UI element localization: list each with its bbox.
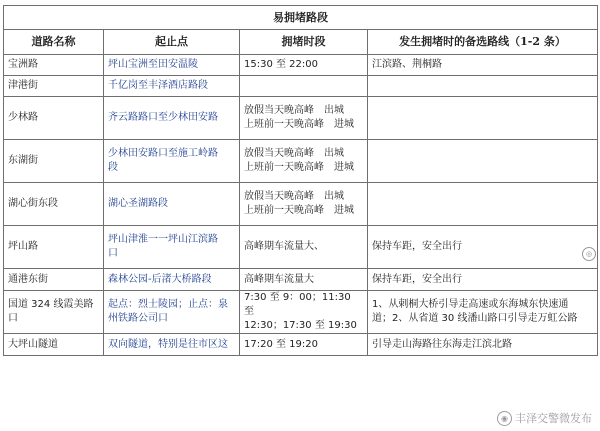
start-end-cell bbox=[104, 97, 240, 140]
time-cell-line: 放假当天晚高峰 出城 bbox=[244, 191, 344, 202]
start-end-cell-line: 齐云路路口至少林田安路 bbox=[108, 112, 218, 123]
time-cell-line: 高峰期车流量大 bbox=[244, 273, 314, 285]
start-end-cell bbox=[104, 183, 240, 226]
table-title-row bbox=[4, 6, 598, 30]
road-name: 国道 324 线霞美路口 bbox=[8, 299, 94, 324]
time-cell bbox=[240, 55, 368, 76]
congestion-table bbox=[3, 5, 598, 356]
table-row bbox=[4, 269, 598, 291]
table-header-row bbox=[4, 30, 598, 55]
start-end-cell bbox=[104, 291, 240, 334]
road-name: 大坪山隧道 bbox=[8, 338, 58, 350]
watermark-text: 丰泽交警微发布 bbox=[515, 412, 592, 425]
table-title: 易拥堵路段 bbox=[4, 6, 598, 30]
header-start-end: 起止点 bbox=[104, 30, 240, 55]
table-row bbox=[4, 97, 598, 140]
alt-route-cell bbox=[368, 226, 598, 269]
road-name-cell bbox=[4, 76, 104, 97]
start-end-cell bbox=[104, 76, 240, 97]
time-cell-line: 放假当天晚高峰 出城 bbox=[244, 105, 344, 116]
alt-route-cell bbox=[368, 140, 598, 183]
start-end-cell bbox=[104, 226, 240, 269]
start-end-cell-line: 坪山宝洲至田安温陵 bbox=[108, 59, 198, 70]
watermark bbox=[497, 410, 592, 426]
start-end-cell-line: 起点：烈士陵园；止点：泉 bbox=[108, 299, 228, 310]
time-cell bbox=[240, 269, 368, 291]
road-name: 湖心街东段 bbox=[8, 198, 58, 209]
alt-route-cell-line: 保持车距，安全出行 bbox=[372, 273, 462, 285]
alt-route-cell-line: 引导走山海路往东海走江滨北路 bbox=[372, 338, 512, 350]
road-name: 津港街 bbox=[8, 80, 38, 91]
time-cell-line: 上班前一天晚高峰 进城 bbox=[244, 119, 354, 130]
alt-route-cell bbox=[368, 97, 598, 140]
start-end-cell bbox=[104, 334, 240, 356]
road-name-cell bbox=[4, 334, 104, 356]
start-end-cell-line: 坪山津淮一一坪山江滨路 bbox=[108, 234, 218, 245]
time-cell-line: 高峰期车流量大、 bbox=[244, 241, 324, 252]
alt-route-cell bbox=[368, 269, 598, 291]
alt-route-cell bbox=[368, 334, 598, 356]
start-end-cell-line: 千亿岗至丰泽酒店路段 bbox=[108, 80, 208, 91]
table-row bbox=[4, 291, 598, 334]
time-cell-line: 15:30 至 22:00 bbox=[244, 59, 318, 70]
alt-route-cell-line: 江滨路、荆桐路 bbox=[372, 59, 442, 70]
start-end-cell-line: 段 bbox=[108, 162, 118, 173]
road-name: 少林路 bbox=[8, 112, 38, 123]
side-watermark-icon: ◎ bbox=[582, 247, 596, 261]
wechat-icon: ◉ bbox=[497, 411, 512, 426]
time-cell-line: 7:30 至 9：00；11:30 至 bbox=[244, 292, 351, 317]
alt-route-cell bbox=[368, 291, 598, 334]
table-row bbox=[4, 55, 598, 76]
alt-route-cell bbox=[368, 55, 598, 76]
start-end-cell-line: 少林田安路口至施工岭路 bbox=[108, 148, 218, 159]
time-cell bbox=[240, 226, 368, 269]
time-cell-line: 上班前一天晚高峰 进城 bbox=[244, 162, 354, 173]
road-name: 东湖街 bbox=[8, 155, 38, 166]
time-cell bbox=[240, 97, 368, 140]
road-name: 宝洲路 bbox=[8, 59, 38, 70]
start-end-cell bbox=[104, 140, 240, 183]
start-end-cell-line: 森林公园-后渚大桥路段 bbox=[108, 273, 212, 285]
start-end-cell bbox=[104, 55, 240, 76]
header-congestion-time: 拥堵时段 bbox=[240, 30, 368, 55]
start-end-cell-line: 州铁路公司口 bbox=[108, 313, 168, 324]
road-name-cell bbox=[4, 269, 104, 291]
road-name: 坪山路 bbox=[8, 241, 38, 252]
header-road-name: 道路名称 bbox=[4, 30, 104, 55]
table-row bbox=[4, 334, 598, 356]
road-name-cell bbox=[4, 140, 104, 183]
start-end-cell-line: 口 bbox=[108, 248, 118, 259]
road-name-cell bbox=[4, 226, 104, 269]
alt-route-cell-line: 道；2、从省道 30 线潘山路口引导走万虹公路 bbox=[372, 313, 578, 324]
time-cell-line: 17:20 至 19:20 bbox=[244, 338, 318, 350]
alt-route-cell-line: 1、从剌桐大桥引导走高速或东海城东快速通 bbox=[372, 299, 569, 310]
alt-route-cell bbox=[368, 76, 598, 97]
road-name: 通港东街 bbox=[8, 273, 48, 285]
table-row bbox=[4, 226, 598, 269]
time-cell-line: 12:30；17:30 至 19:30 bbox=[244, 320, 357, 331]
start-end-cell-line: 双向隧道，特别是往市区这 bbox=[108, 338, 228, 350]
start-end-cell-line: 湖心圣湖路段 bbox=[108, 198, 168, 209]
time-cell bbox=[240, 76, 368, 97]
road-name-cell bbox=[4, 291, 104, 334]
time-cell-line: 上班前一天晚高峰 进城 bbox=[244, 205, 354, 216]
alt-route-cell-line: 保持车距，安全出行 bbox=[372, 241, 462, 252]
time-cell bbox=[240, 291, 368, 334]
table-row bbox=[4, 76, 598, 97]
road-name-cell bbox=[4, 183, 104, 226]
road-name-cell bbox=[4, 55, 104, 76]
header-alternative-routes: 发生拥堵时的备选路线（1-2 条） bbox=[368, 30, 598, 55]
table-body bbox=[4, 55, 598, 356]
time-cell bbox=[240, 183, 368, 226]
time-cell-line: 放假当天晚高峰 出城 bbox=[244, 148, 344, 159]
start-end-cell bbox=[104, 269, 240, 291]
table-row bbox=[4, 140, 598, 183]
alt-route-cell bbox=[368, 183, 598, 226]
table-row bbox=[4, 183, 598, 226]
time-cell bbox=[240, 140, 368, 183]
time-cell bbox=[240, 334, 368, 356]
road-name-cell bbox=[4, 97, 104, 140]
